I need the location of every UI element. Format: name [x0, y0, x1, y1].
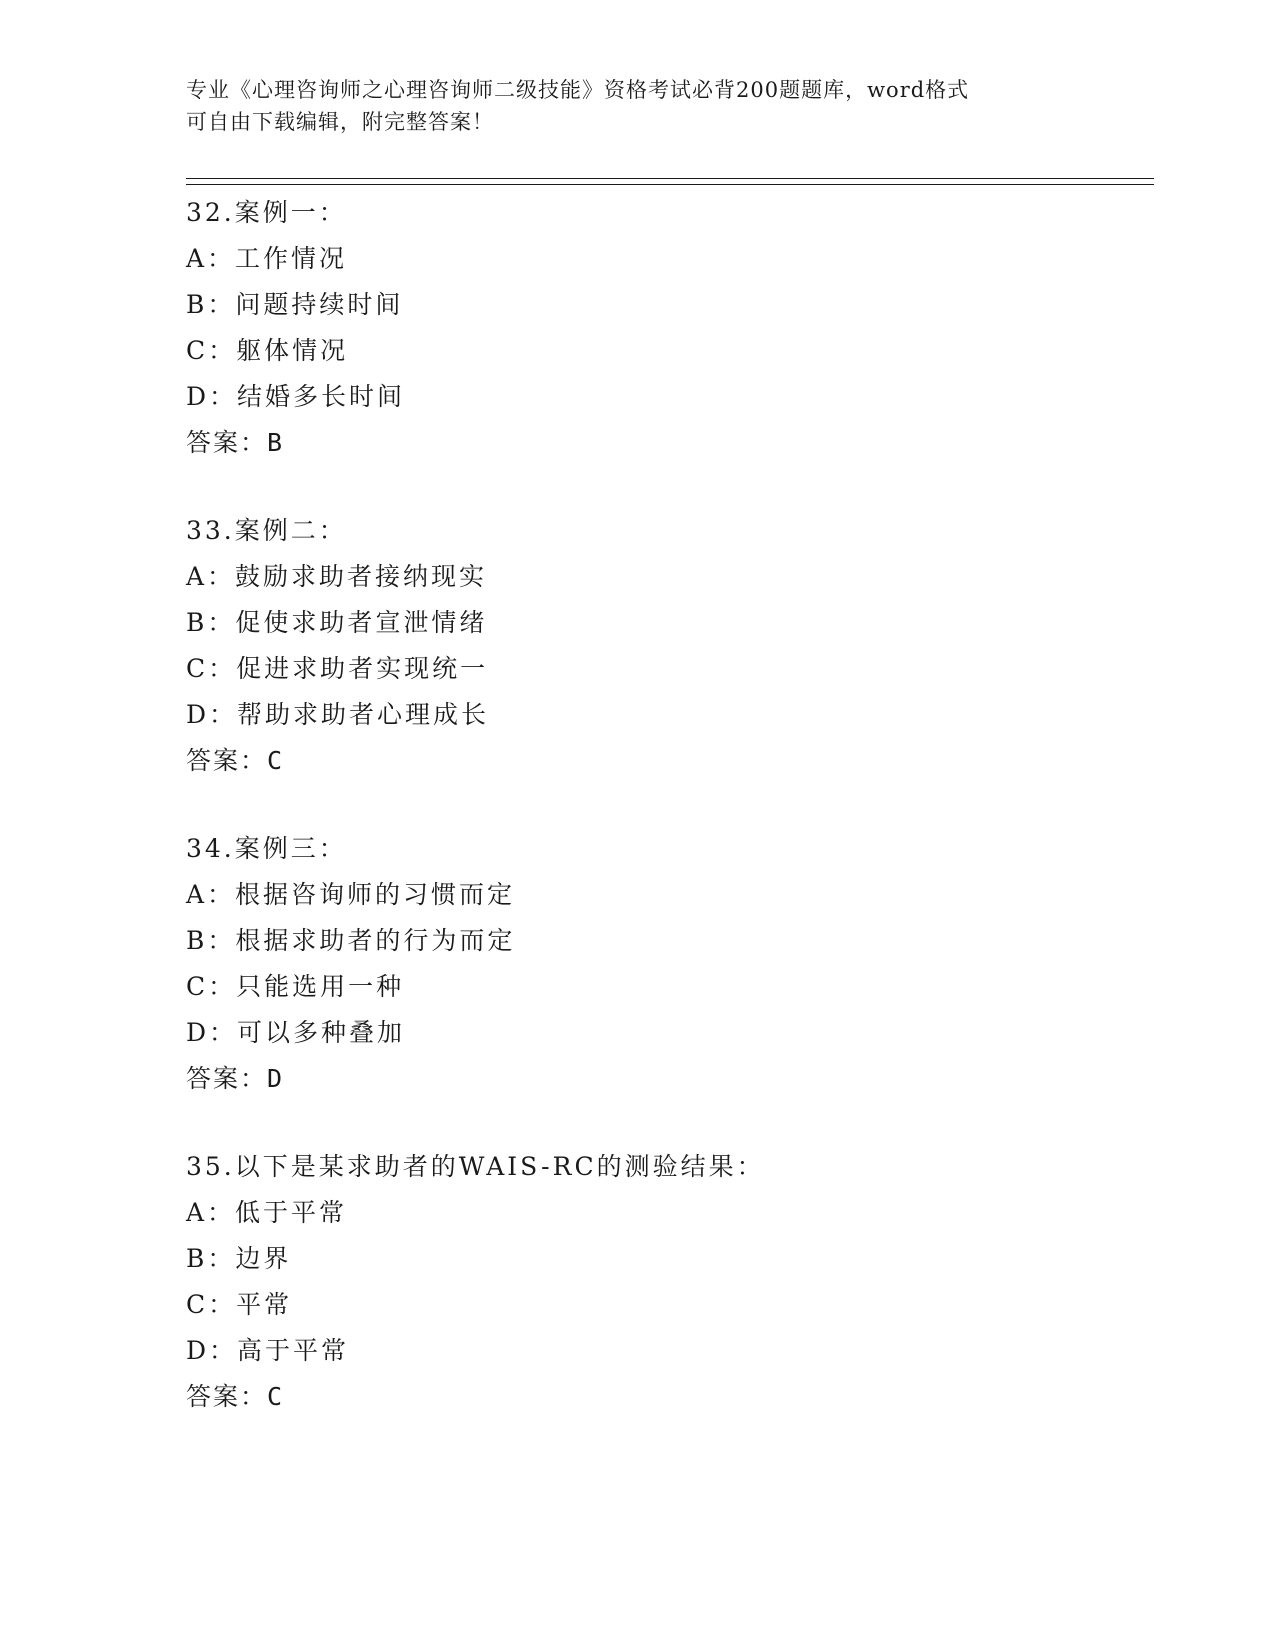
answer-label: 答案：: [186, 428, 268, 457]
option-d: D：帮助求助者心理成长: [186, 700, 490, 729]
option-b: B：根据求助者的行为而定: [186, 926, 516, 955]
option-b: B：问题持续时间: [186, 290, 404, 319]
option-c: C：促进求助者实现统一: [186, 654, 489, 683]
option-c: C：只能选用一种: [186, 972, 405, 1001]
answer-label: 答案：: [186, 1382, 268, 1411]
header-line-2: 可自由下载编辑，附完整答案！: [186, 110, 494, 134]
question-stem: 34.案例三：: [186, 834, 347, 863]
answer-line: [186, 1374, 1146, 1420]
option-d: D：可以多种叠加: [186, 1018, 406, 1047]
answer-value: D: [267, 1064, 283, 1093]
answer-line: [186, 1056, 1146, 1102]
option-a: A：工作情况: [186, 244, 348, 273]
option-a: A：根据咨询师的习惯而定: [186, 880, 516, 909]
header-line-1: 专业《心理咨询师之心理咨询师二级技能》资格考试必背200题题库，word格式: [186, 78, 970, 102]
option-d: D：结婚多长时间: [186, 382, 406, 411]
option-a: A：鼓励求助者接纳现实: [186, 562, 488, 591]
answer-value: B: [267, 428, 283, 457]
question-block: [186, 508, 1146, 784]
question-list: [186, 190, 1146, 1462]
answer-line: [186, 420, 1146, 466]
answer-label: 答案：: [186, 746, 268, 775]
header-divider-bottom: [186, 184, 1154, 185]
question-block: [186, 190, 1146, 466]
option-a: A：低于平常: [186, 1198, 348, 1227]
question-block: [186, 1144, 1146, 1420]
option-d: D：高于平常: [186, 1336, 350, 1365]
option-b: B：促使求助者宣泄情绪: [186, 608, 488, 637]
answer-line: [186, 738, 1146, 784]
answer-value: C: [267, 746, 283, 775]
answer-value: C: [267, 1382, 283, 1411]
question-block: [186, 826, 1146, 1102]
document-header: [186, 74, 1076, 138]
option-c: C：躯体情况: [186, 336, 349, 365]
option-b: B：边界: [186, 1244, 292, 1273]
header-divider-top: [186, 178, 1154, 179]
option-c: C：平常: [186, 1290, 293, 1319]
question-stem: 32.案例一：: [186, 198, 347, 227]
answer-label: 答案：: [186, 1064, 268, 1093]
question-stem: 33.案例二：: [186, 516, 347, 545]
question-stem: 35.以下是某求助者的WAIS-RC的测验结果：: [186, 1152, 765, 1181]
